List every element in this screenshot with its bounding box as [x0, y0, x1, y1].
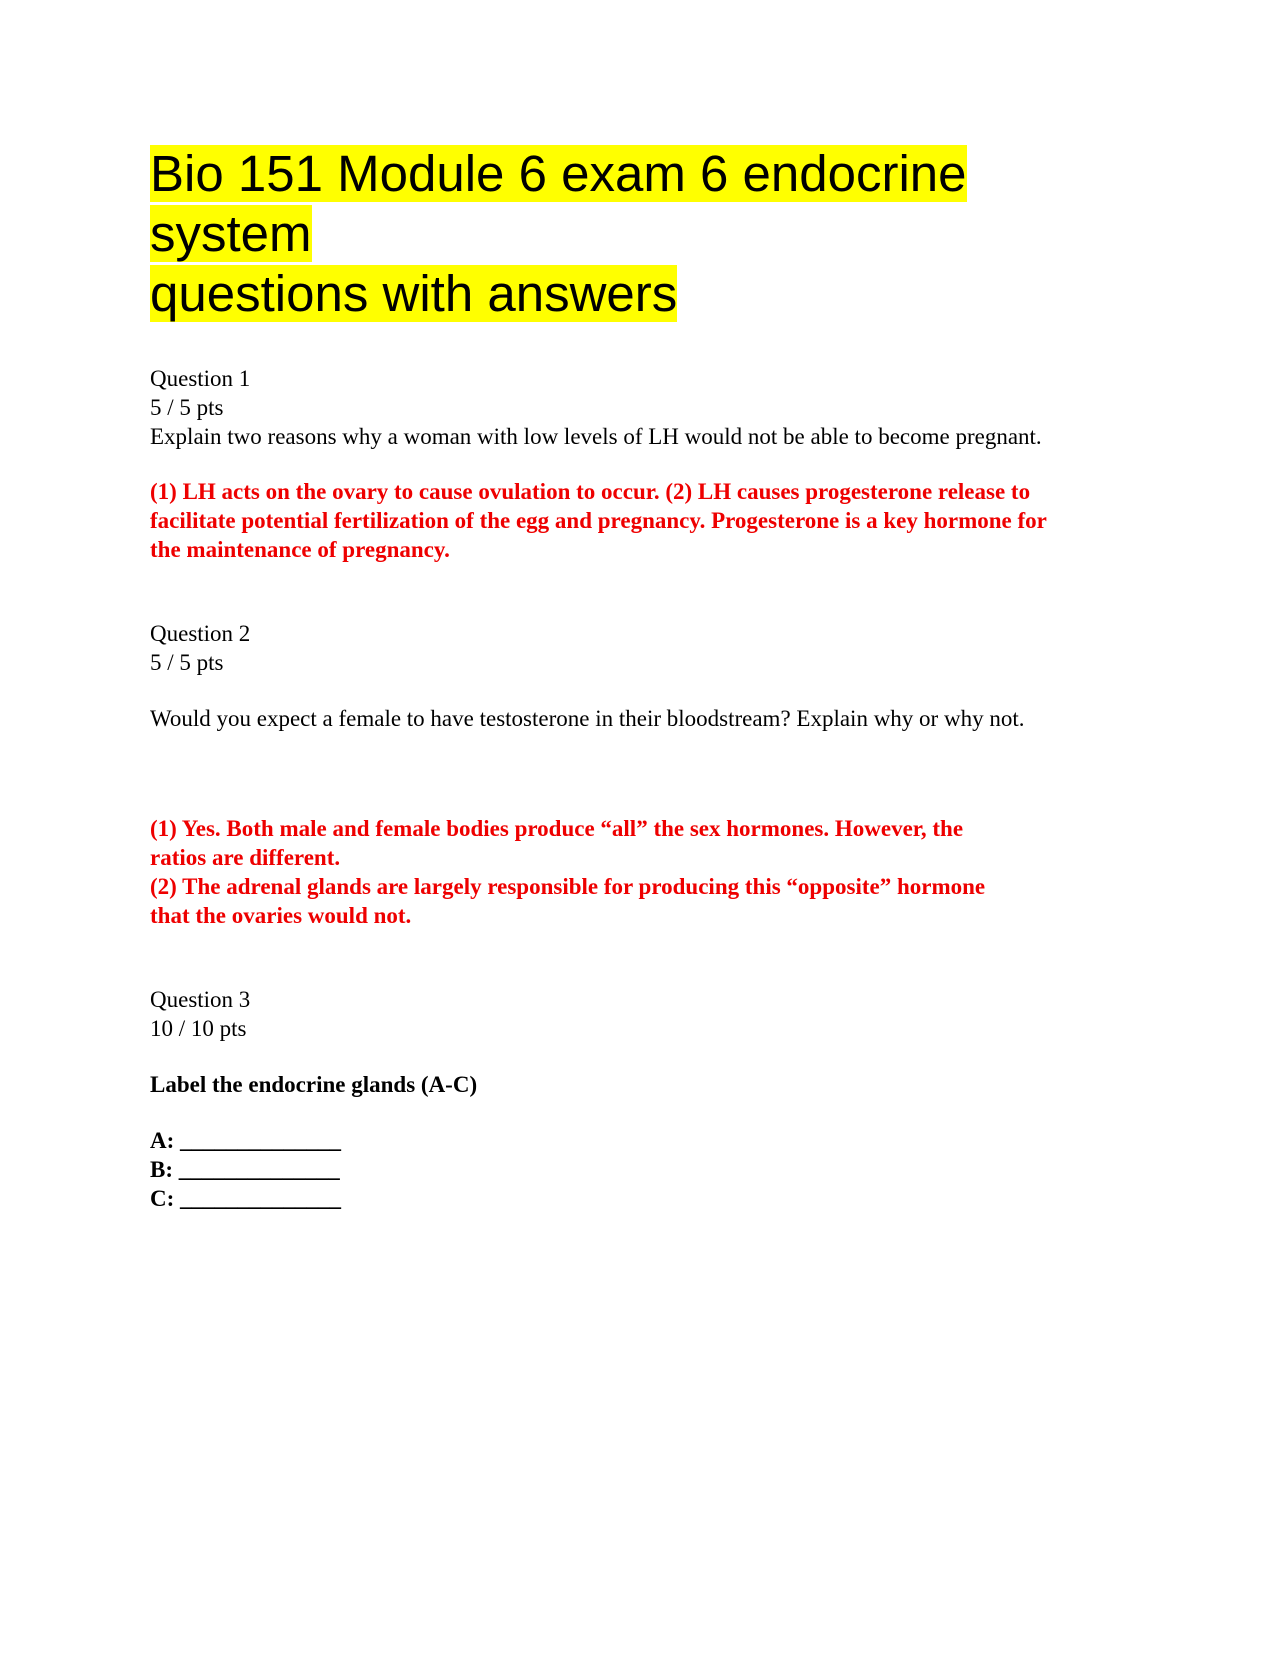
question-2-answer — [150, 814, 1140, 930]
answer-line: facilitate potential fertilization of the egg and pregnancy. Progesterone is a key hormone for — [150, 508, 1047, 533]
answer-line: (2) The adrenal glands are largely responsible for producing this “opposite” hormone — [150, 874, 986, 899]
answer-line: the maintenance of pregnancy. — [150, 537, 450, 562]
question-1 — [150, 364, 1140, 564]
question-2 — [150, 619, 1140, 930]
question-2-heading: Question 2 — [150, 621, 251, 646]
answer-line: that the ovaries would not. — [150, 903, 412, 928]
question-1-heading: Question 1 — [150, 366, 251, 391]
answer-line: ratios are different. — [150, 845, 341, 870]
document-page — [150, 144, 1140, 1213]
question-1-answer — [150, 477, 1140, 564]
question-1-prompt: Explain two reasons why a woman with low levels of LH would not be able to become pregnant. — [150, 424, 1042, 449]
question-3-prompt: Label the endocrine glands (A-C) — [150, 1072, 478, 1097]
question-3-heading: Question 3 — [150, 987, 251, 1012]
title-line-2: questions with answers — [150, 265, 678, 322]
answer-line: (1) Yes. Both male and female bodies produce “all” the sex hormones. However, the — [150, 816, 964, 841]
question-3-points: 10 / 10 pts — [150, 1016, 247, 1041]
title-line-1: Bio 151 Module 6 exam 6 endocrine system — [150, 145, 967, 262]
question-2-points: 5 / 5 pts — [150, 650, 224, 675]
question-2-prompt: Would you expect a female to have testosterone in their bloodstream? Explain why or why not. — [150, 706, 1025, 731]
document-title — [150, 144, 1140, 324]
answer-line: (1) LH acts on the ovary to cause ovulation to occur. (2) LH causes progesterone release to — [150, 479, 1031, 504]
label-blanks — [150, 1126, 1140, 1213]
blank-a: A: ______________ — [150, 1128, 342, 1153]
question-3 — [150, 985, 1140, 1213]
blank-b: B: ______________ — [150, 1157, 340, 1182]
blank-c: C: ______________ — [150, 1186, 342, 1211]
question-1-points: 5 / 5 pts — [150, 395, 224, 420]
